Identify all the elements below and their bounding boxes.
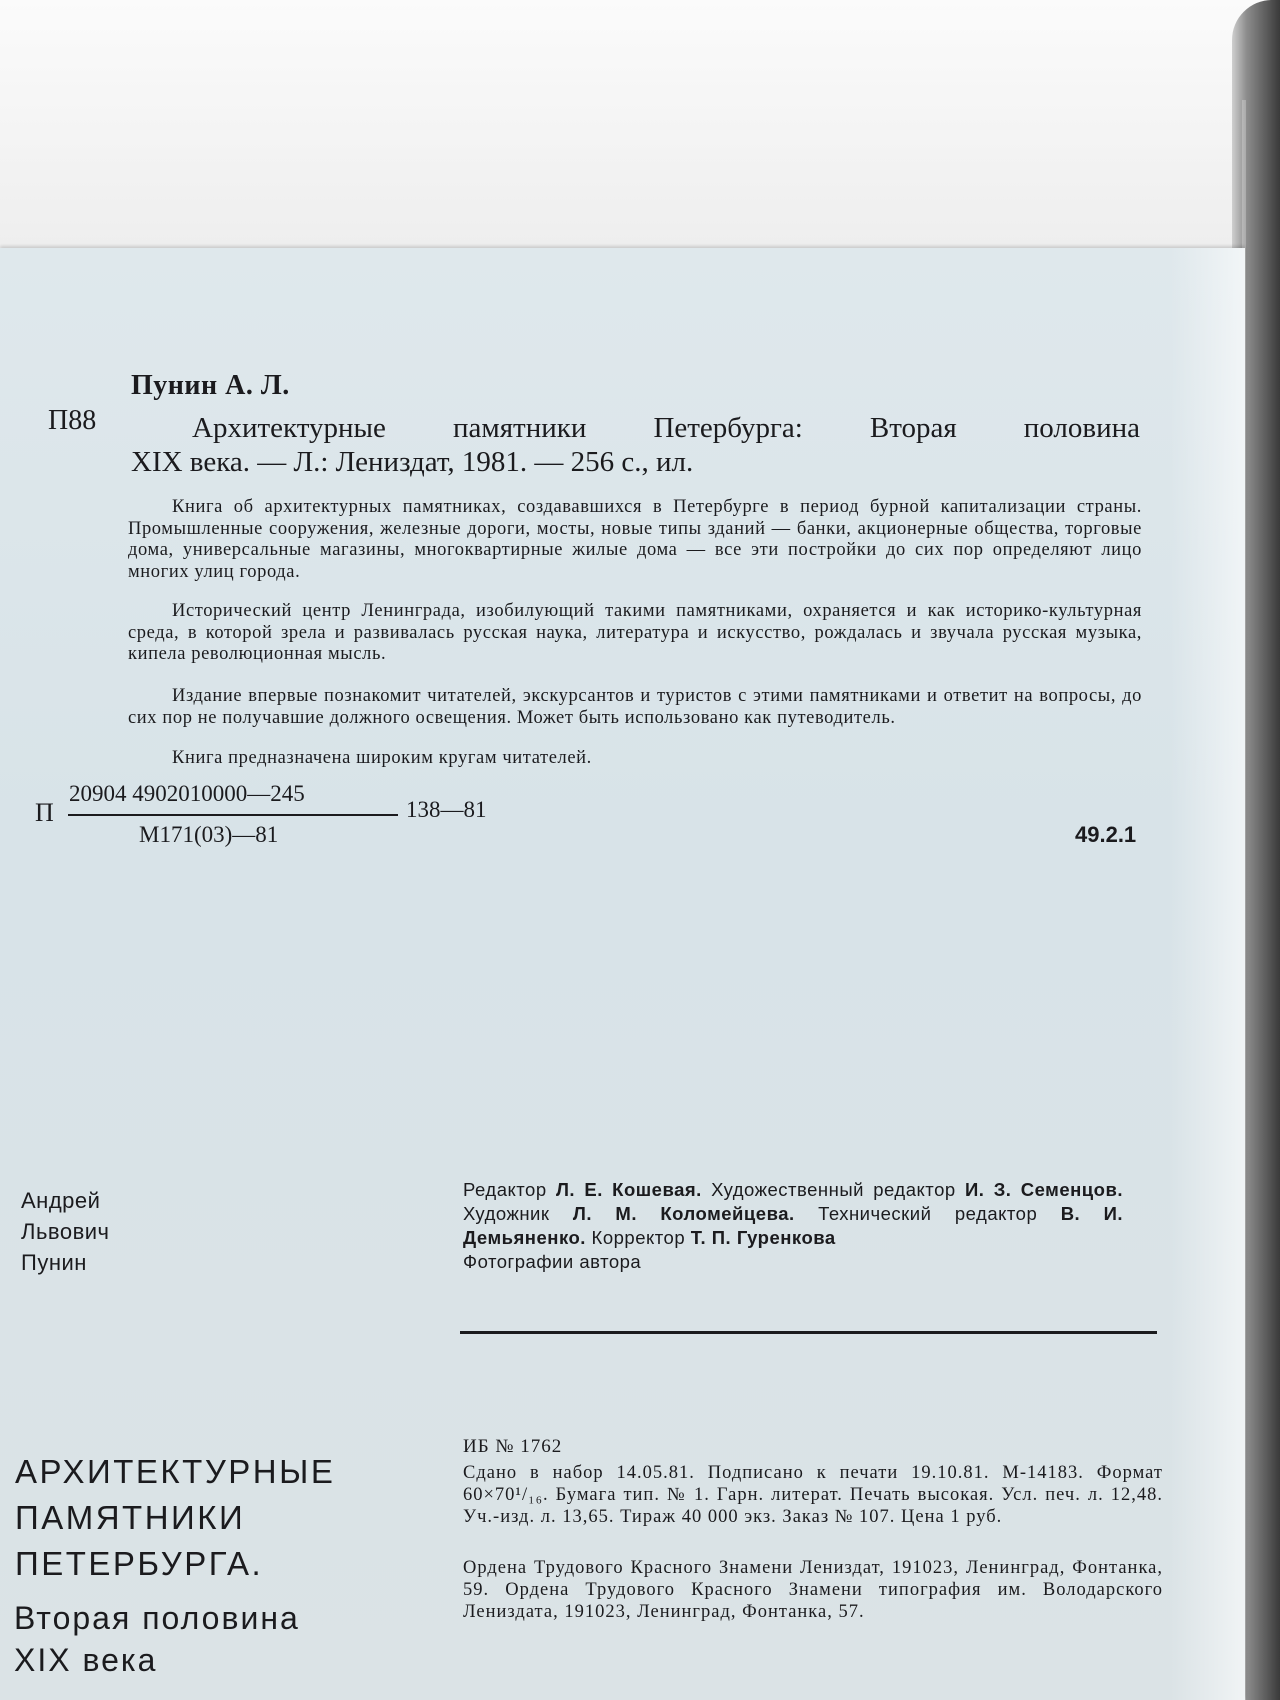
annotation-paragraph: Исторический центр Ленинграда, изобилующий такими памятниками, охраняется и как историко-культурная среда, в которой зрела и развивалась русская наука, литература и искусство, рождалась и звучала русская музыка, кипела революционная мысль. <box>128 601 1142 664</box>
author-last-name: Пунин <box>21 1250 87 1275</box>
credits-rule <box>460 1331 1157 1334</box>
annotation-paragraph: Книга об архитектурных памятниках, создававшихся в Петербурге в период бурной капитализации страны. Промышленные сооружения, железные дороги, мосты, новые типы зданий — банки, акционерные общества, торговые дома, универсальные магазины, многоквартирные жилые дома — все эти постройки до сих пор определяют лицо многих улиц города. <box>128 497 1142 582</box>
library-code: П88 <box>48 405 97 436</box>
editor-name: Л. Е. Кошевая. <box>555 1179 702 1200</box>
author-patronymic: Львович <box>21 1219 110 1244</box>
big-subtitle-line: Вторая половина <box>14 1600 300 1636</box>
print-info: Сдано в набор 14.05.81. Подписано к печати 19.10.81. М-14183. Формат 60×70¹/₁₆. Бумага тип. № 1. Гарн. литерат. Печать высокая. Усл. печ. л. 12,48. Уч.-изд. л. 13,65. Тираж 40 000 экз. Заказ № 107. Цена 1 руб. <box>463 1463 1163 1527</box>
corrector-label: Корректор <box>591 1227 686 1248</box>
tech-editor-label: Технический редактор <box>818 1203 1038 1224</box>
annotation-paragraph: Книга предназначена широким кругам читателей. <box>172 748 592 768</box>
artist-label: Художник <box>463 1203 550 1224</box>
art-editor-name: И. З. Семенцов. <box>964 1179 1123 1200</box>
publisher-info: Ордена Трудового Красного Знамени Лениздат, 191023, Ленинград, Фонтанка, 59. Ордена Трудового Красного Знамени типография им. Володарского Лениздата, 191023, Ленинград, Фонтанка, 57. <box>463 1558 1163 1622</box>
corrector-name: Т. П. Гуренкова <box>690 1227 836 1248</box>
big-title-line: АРХИТЕКТУРНЫЕ <box>15 1453 336 1490</box>
tech-editor-name: В. И. Демьяненко. <box>463 1203 1124 1248</box>
bibliographic-denominator: М171(03)—81 <box>139 822 279 847</box>
artist-name: Л. М. Коломейцева. <box>572 1203 795 1224</box>
bibliographic-numerator: 20904 4902010000—245 <box>69 781 305 806</box>
photo-background <box>0 0 1280 250</box>
credits-block <box>463 1178 1123 1274</box>
editor-label: Редактор <box>463 1179 547 1200</box>
fraction-line <box>68 814 398 816</box>
title-line-2: XIX века. — Л.: Лениздат, 1981. — 256 с., ил. <box>131 446 694 478</box>
title-line-1: Архитектурные памятники Петербурга: Вторая половина <box>192 412 1140 444</box>
annotation-paragraph: Издание впервые познакомит читателей, экскурсантов и туристов с этими памятниками и ответит на вопросы, до сих пор не получавшие должного освещения. Может быть использовано как путеводитель. <box>128 686 1142 728</box>
bibliographic-prefix: П <box>35 798 54 827</box>
big-subtitle-line: XIX века <box>14 1642 158 1678</box>
bbk-code: 49.2.1 <box>1075 822 1137 847</box>
page-edge <box>1170 248 1245 1700</box>
big-title-line: ПАМЯТНИКИ <box>15 1499 246 1536</box>
photos-credit: Фотографии автора <box>463 1251 642 1272</box>
art-editor-label: Художественный редактор <box>711 1179 956 1200</box>
bibliographic-suffix: 138—81 <box>406 797 487 822</box>
author-name: Пунин А. Л. <box>131 370 290 401</box>
big-title-line: ПЕТЕРБУРГА. <box>15 1545 264 1582</box>
author-first-name: Андрей <box>21 1188 101 1213</box>
ib-number: ИБ № 1762 <box>463 1436 563 1457</box>
